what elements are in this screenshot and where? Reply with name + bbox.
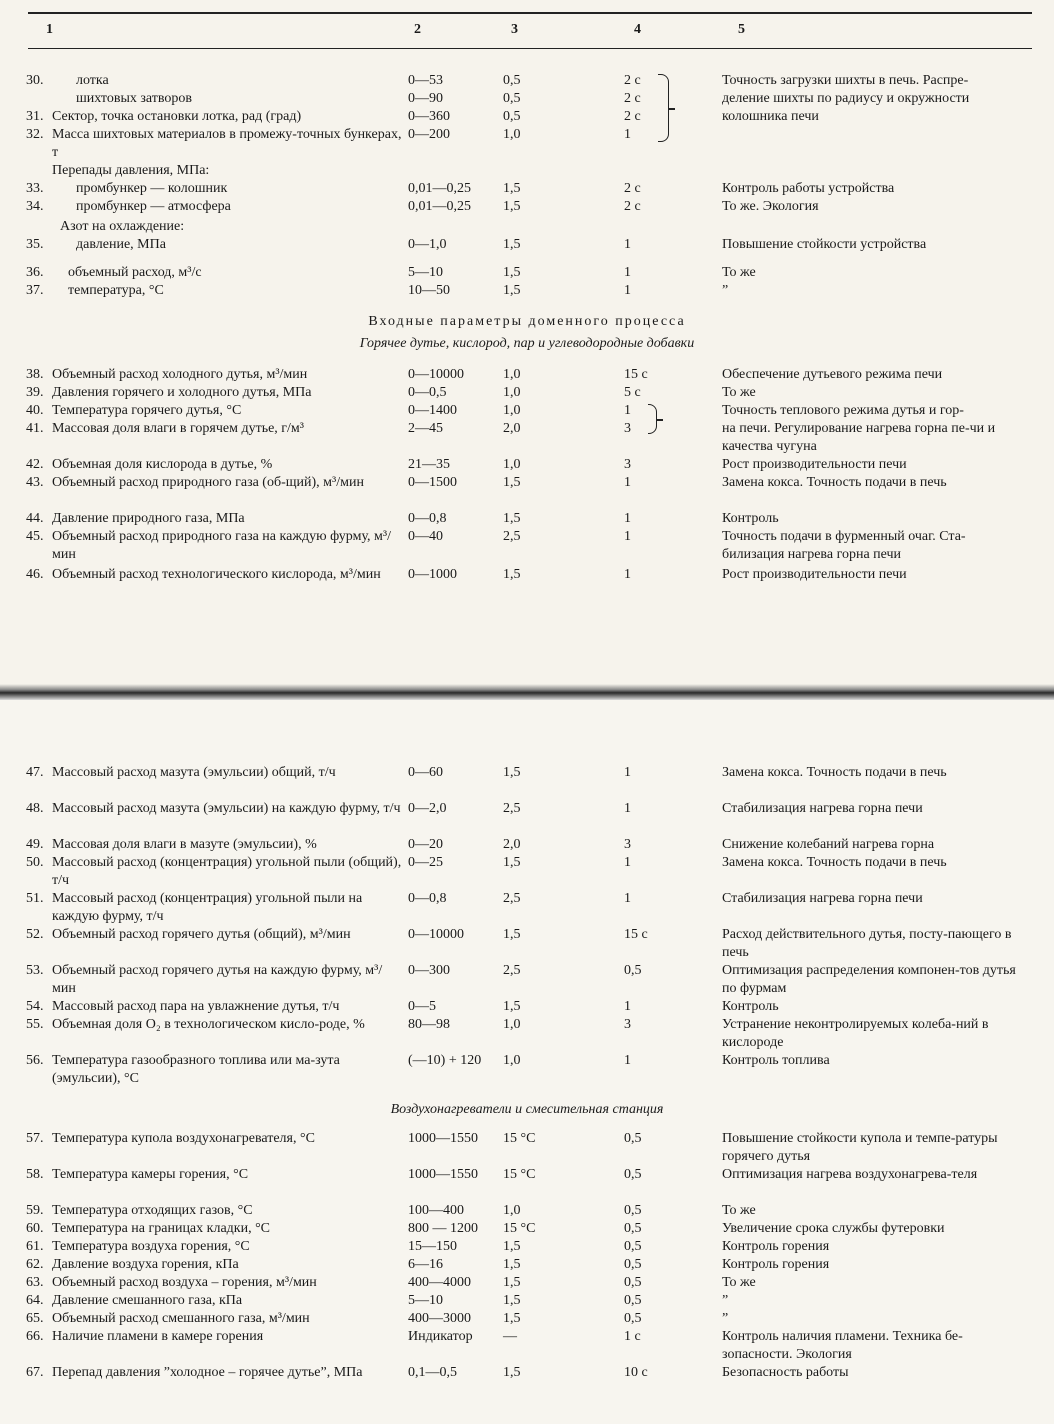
row-number: 48. xyxy=(26,801,44,816)
purpose-text: ” xyxy=(722,1311,729,1326)
measurement-range: 1000—1550 xyxy=(408,1131,478,1146)
polling-interval: 1 xyxy=(624,999,631,1014)
measurement-range: 0—0,8 xyxy=(408,511,447,526)
row-number: 36. xyxy=(26,265,44,280)
purpose-text: Оптимизация нагрева воздухонагрева-теля xyxy=(722,1167,978,1182)
purpose-text: на печи. Регулирование нагрева горна пе-чи и качества чугуна xyxy=(722,421,996,454)
parameter-name: шихтовых затворов xyxy=(76,91,192,106)
polling-interval: 1 xyxy=(624,283,631,298)
accuracy-value: 1,5 xyxy=(503,765,521,780)
measurement-range: 0—1400 xyxy=(408,403,457,418)
parameter-name: Перепады давления, МПа: xyxy=(52,163,210,178)
purpose-text: То же xyxy=(722,385,756,400)
row-number: 50. xyxy=(26,855,44,870)
row-number: 52. xyxy=(26,927,44,942)
parameter-name: Объемный расход природного газа (об-щий), м³/мин xyxy=(52,475,364,490)
header-top-rule xyxy=(28,12,1032,14)
parameter-name: Температура газообразного топлива или ма-зута (эмульсии), °С xyxy=(52,1053,340,1086)
polling-interval: 3 xyxy=(624,837,631,852)
parameter-name: давление, МПа xyxy=(76,237,166,252)
section-title-input-parameters: Входные параметры доменного процесса xyxy=(368,314,686,329)
parameter-name: Объемная доля О₂ в технологическом кисло-роде, % xyxy=(52,1017,365,1032)
accuracy-value: 1,0 xyxy=(503,1017,521,1032)
row-number: 55. xyxy=(26,1017,44,1032)
measurement-range: 80—98 xyxy=(408,1017,450,1032)
row-number: 61. xyxy=(26,1239,44,1254)
row-number: 35. xyxy=(26,237,44,252)
accuracy-value: 15 °С xyxy=(503,1167,536,1182)
measurement-range: 0—1000 xyxy=(408,567,457,582)
measurement-range: 0—1500 xyxy=(408,475,457,490)
accuracy-value: 1,5 xyxy=(503,1293,521,1308)
parameter-name: Массовая доля влаги в горячем дутье, г/м³ xyxy=(52,421,304,436)
accuracy-value: 1,5 xyxy=(503,855,521,870)
purpose-text: Оптимизация распределения компонен-тов дутья по фурмам xyxy=(722,963,1016,996)
polling-interval: 1 xyxy=(624,127,631,142)
accuracy-value: 1,0 xyxy=(503,127,521,142)
accuracy-value: 2,5 xyxy=(503,891,521,906)
purpose-text: ” xyxy=(722,1293,729,1308)
polling-interval: 2 с xyxy=(624,91,641,106)
measurement-range: 0—0,8 xyxy=(408,891,447,906)
polling-interval: 1 xyxy=(624,475,631,490)
polling-interval: 1 xyxy=(624,237,631,252)
row-number: 64. xyxy=(26,1293,44,1308)
row-number: 59. xyxy=(26,1203,44,1218)
accuracy-value: 2,0 xyxy=(503,837,521,852)
page-lower-fragment xyxy=(0,700,1054,1424)
parameter-name: объемный расход, м³/с xyxy=(68,265,202,280)
row-number: 43. xyxy=(26,475,44,490)
measurement-range: 6—16 xyxy=(408,1257,443,1272)
accuracy-value: 2,5 xyxy=(503,529,521,544)
measurement-range: 5—10 xyxy=(408,265,443,280)
measurement-range: 0—300 xyxy=(408,963,450,978)
parameter-name: Массовый расход мазута (эмульсии) на каждую фурму, т/ч xyxy=(52,801,401,816)
purpose-text: Снижение колебаний нагрева горна xyxy=(722,837,935,852)
accuracy-value: 1,5 xyxy=(503,567,521,582)
purpose-text: Замена кокса. Точность подачи в печь xyxy=(722,855,947,870)
polling-interval: 1 xyxy=(624,265,631,280)
parameter-name: Температура купола воздухонагревателя, °С xyxy=(52,1131,315,1146)
parameter-name: Азот на охлаждение: xyxy=(60,219,185,234)
accuracy-value: 1,5 xyxy=(503,181,521,196)
parameter-name: промбункер — атмосфера xyxy=(76,199,231,214)
parameter-name: Массовый расход пара на увлажнение дутья, т/ч xyxy=(52,999,340,1014)
measurement-range: 0—10000 xyxy=(408,927,464,942)
accuracy-value: 1,5 xyxy=(503,999,521,1014)
polling-interval: 15 с xyxy=(624,927,648,942)
measurement-range: 0—5 xyxy=(408,999,436,1014)
accuracy-value: 2,0 xyxy=(503,421,521,436)
parameter-name: Давление природного газа, МПа xyxy=(52,511,245,526)
accuracy-value: 1,5 xyxy=(503,283,521,298)
row-number: 42. xyxy=(26,457,44,472)
accuracy-value: 1,5 xyxy=(503,1257,521,1272)
measurement-range: 0—40 xyxy=(408,529,443,544)
polling-interval: 2 с xyxy=(624,73,641,88)
measurement-range: 0—200 xyxy=(408,127,450,142)
accuracy-value: 1,0 xyxy=(503,1203,521,1218)
parameter-name: Объемный расход природного газа на каждую фурму, м³/мин xyxy=(52,529,391,562)
row-number: 57. xyxy=(26,1131,44,1146)
parameter-name: Объемная доля кислорода в дутье, % xyxy=(52,457,273,472)
measurement-range: 0—90 xyxy=(408,91,443,106)
polling-interval: 0,5 xyxy=(624,1203,642,1218)
row-number: 51. xyxy=(26,891,44,906)
row-number: 39. xyxy=(26,385,44,400)
row-number: 31. xyxy=(26,109,44,124)
row-number: 45. xyxy=(26,529,44,544)
parameter-name: Объемный расход воздуха – горения, м³/мин xyxy=(52,1275,317,1290)
purpose-text: Расход действительного дутья, посту-пающего в печь xyxy=(722,927,1012,960)
row-number: 67. xyxy=(26,1365,44,1380)
purpose-text: Замена кокса. Точность подачи в печь xyxy=(722,765,947,780)
accuracy-value: 15 °С xyxy=(503,1221,536,1236)
accuracy-value: 2,5 xyxy=(503,963,521,978)
measurement-range: 15—150 xyxy=(408,1239,457,1254)
polling-interval: 10 с xyxy=(624,1365,648,1380)
accuracy-value: 2,5 xyxy=(503,801,521,816)
page-break-shadow xyxy=(0,684,1054,700)
measurement-range: 0—25 xyxy=(408,855,443,870)
polling-interval: 0,5 xyxy=(624,1293,642,1308)
parameter-name: Давление воздуха горения, кПа xyxy=(52,1257,239,1272)
row-number: 60. xyxy=(26,1221,44,1236)
measurement-range: 0,1—0,5 xyxy=(408,1365,457,1380)
parameter-name: Температура воздуха горения, °С xyxy=(52,1239,250,1254)
purpose-text: Замена кокса. Точность подачи в печь xyxy=(722,475,947,490)
parameter-name: температура, °С xyxy=(68,283,164,298)
parameter-name: Объемный расход горячего дутья (общий), м³/мин xyxy=(52,927,351,942)
purpose-text: То же xyxy=(722,265,756,280)
row-number: 46. xyxy=(26,567,44,582)
measurement-range: (—10) + 120 xyxy=(408,1053,482,1068)
row-number: 62. xyxy=(26,1257,44,1272)
measurement-range: 0—1,0 xyxy=(408,237,447,252)
row-number: 30. xyxy=(26,73,44,88)
polling-interval: 1 xyxy=(624,511,631,526)
header-bottom-rule xyxy=(28,48,1032,49)
accuracy-value: 1,5 xyxy=(503,1311,521,1326)
purpose-text: То же xyxy=(722,1275,756,1290)
parameter-name: Температура отходящих газов, °С xyxy=(52,1203,253,1218)
parameter-name: Давления горячего и холодного дутья, МПа xyxy=(52,385,312,400)
row-number: 56. xyxy=(26,1053,44,1068)
polling-interval: 0,5 xyxy=(624,1167,642,1182)
measurement-range: 10—50 xyxy=(408,283,450,298)
parameter-name: Температура горячего дутья, °С xyxy=(52,403,242,418)
polling-interval: 5 с xyxy=(624,385,641,400)
row-number: 40. xyxy=(26,403,44,418)
parameter-name: Массовый расход (концентрация) угольной пыли (общий), т/ч xyxy=(52,855,402,888)
polling-interval: 3 xyxy=(624,457,631,472)
purpose-text: Точность теплового режима дутья и гор- xyxy=(722,403,964,418)
purpose-text: Точность загрузки шихты в печь. Распре- xyxy=(722,73,969,88)
polling-interval: 1 xyxy=(624,891,631,906)
measurement-range: 400—3000 xyxy=(408,1311,471,1326)
purpose-text: Повышение стойкости устройства xyxy=(722,237,927,252)
accuracy-value: 1,5 xyxy=(503,265,521,280)
parameter-name: Температура камеры горения, °С xyxy=(52,1167,249,1182)
polling-interval: 1 xyxy=(624,801,631,816)
polling-interval: 1 xyxy=(624,567,631,582)
row-number: 37. xyxy=(26,283,44,298)
brace-40-41 xyxy=(648,404,657,434)
purpose-text: Обеспечение дутьевого режима печи xyxy=(722,367,943,382)
polling-interval: 0,5 xyxy=(624,1311,642,1326)
measurement-range: 0—53 xyxy=(408,73,443,88)
purpose-text: Контроль горения xyxy=(722,1257,830,1272)
polling-interval: 3 xyxy=(624,1017,631,1032)
row-number: 34. xyxy=(26,199,44,214)
row-number: 54. xyxy=(26,999,44,1014)
parameter-name: Объемный расход горячего дутья на каждую фурму, м³/мин xyxy=(52,963,383,996)
measurement-range: 0—20 xyxy=(408,837,443,852)
row-number: 44. xyxy=(26,511,44,526)
measurement-range: 21—35 xyxy=(408,457,450,472)
polling-interval: 1 с xyxy=(624,1329,641,1344)
measurement-range: 0,01—0,25 xyxy=(408,181,471,196)
polling-interval: 0,5 xyxy=(624,1221,642,1236)
polling-interval: 1 xyxy=(624,529,631,544)
row-number: 65. xyxy=(26,1311,44,1326)
purpose-text: То же xyxy=(722,1203,756,1218)
purpose-text: деление шихты по радиусу и окружности xyxy=(722,91,970,106)
row-number: 49. xyxy=(26,837,44,852)
parameter-name: Температура на границах кладки, °С xyxy=(52,1221,271,1236)
column-header-5: 5 xyxy=(738,22,745,37)
column-header-2: 2 xyxy=(414,22,421,37)
parameter-name: Перепад давления ”холодное – горячее дутье”, МПа xyxy=(52,1365,363,1380)
parameter-name: Массовый расход (концентрация) угольной пыли на каждую фурму, т/ч xyxy=(52,891,363,924)
accuracy-value: 0,5 xyxy=(503,91,521,106)
purpose-text: ” xyxy=(722,283,729,298)
row-number: 33. xyxy=(26,181,44,196)
accuracy-value: 1,0 xyxy=(503,1053,521,1068)
row-number: 32. xyxy=(26,127,44,142)
purpose-text: Устранение неконтролируемых колеба-ний в кислороде xyxy=(722,1017,989,1050)
measurement-range: Индикатор xyxy=(408,1329,473,1344)
accuracy-value: 1,5 xyxy=(503,927,521,942)
measurement-range: 400—4000 xyxy=(408,1275,471,1290)
accuracy-value: — xyxy=(503,1329,517,1344)
row-number: 63. xyxy=(26,1275,44,1290)
measurement-range: 0—0,5 xyxy=(408,385,447,400)
polling-interval: 0,5 xyxy=(624,1257,642,1272)
parameter-name: лотка xyxy=(76,73,109,88)
section-title-air-heaters: Воздухонагреватели и смесительная станция xyxy=(390,1102,664,1117)
polling-interval: 1 xyxy=(624,403,631,418)
accuracy-value: 1,0 xyxy=(503,385,521,400)
accuracy-value: 1,5 xyxy=(503,511,521,526)
measurement-range: 800 — 1200 xyxy=(408,1221,478,1236)
polling-interval: 0,5 xyxy=(624,963,642,978)
parameter-name: Объемный расход смешанного газа, м³/мин xyxy=(52,1311,310,1326)
polling-interval: 0,5 xyxy=(624,1275,642,1290)
measurement-range: 0,01—0,25 xyxy=(408,199,471,214)
polling-interval: 1 xyxy=(624,1053,631,1068)
parameter-name: Масса шихтовых материалов в промежу-точных бункерах, т xyxy=(52,127,402,160)
purpose-text: Контроль xyxy=(722,999,779,1014)
accuracy-value: 1,0 xyxy=(503,367,521,382)
measurement-range: 0—360 xyxy=(408,109,450,124)
accuracy-value: 1,5 xyxy=(503,199,521,214)
parameter-name: Давление смешанного газа, кПа xyxy=(52,1293,243,1308)
column-header-1: 1 xyxy=(46,22,53,37)
column-header-4: 4 xyxy=(634,22,641,37)
row-number: 58. xyxy=(26,1167,44,1182)
purpose-text: Стабилизация нагрева горна печи xyxy=(722,801,923,816)
accuracy-value: 1,5 xyxy=(503,1239,521,1254)
polling-interval: 1 xyxy=(624,855,631,870)
purpose-text: То же. Экология xyxy=(722,199,819,214)
measurement-range: 0—2,0 xyxy=(408,801,447,816)
polling-interval: 2 с xyxy=(624,109,641,124)
measurement-range: 0—10000 xyxy=(408,367,464,382)
row-number: 38. xyxy=(26,367,44,382)
row-number: 41. xyxy=(26,421,44,436)
parameter-name: Объемный расход технологического кислорода, м³/мин xyxy=(52,567,381,582)
purpose-text: Рост производительности печи xyxy=(722,457,907,472)
section-subtitle-blast: Горячее дутье, кислород, пар и углеводородные добавки xyxy=(359,336,695,351)
measurement-range: 2—45 xyxy=(408,421,443,436)
measurement-range: 100—400 xyxy=(408,1203,464,1218)
purpose-text: Контроль наличия пламени. Техника бе-зопасности. Экология xyxy=(722,1329,963,1362)
parameter-name: Объемный расход холодного дутья, м³/мин xyxy=(52,367,308,382)
accuracy-value: 1,0 xyxy=(503,457,521,472)
polling-interval: 1 xyxy=(624,765,631,780)
row-number: 53. xyxy=(26,963,44,978)
row-number: 47. xyxy=(26,765,44,780)
accuracy-value: 1,0 xyxy=(503,403,521,418)
accuracy-value: 15 °С xyxy=(503,1131,536,1146)
purpose-text: Контроль работы устройства xyxy=(722,181,895,196)
purpose-text: Контроль горения xyxy=(722,1239,830,1254)
accuracy-value: 0,5 xyxy=(503,73,521,88)
polling-interval: 0,5 xyxy=(624,1239,642,1254)
accuracy-value: 1,5 xyxy=(503,1275,521,1290)
parameter-name: промбункер — колошник xyxy=(76,181,228,196)
polling-interval: 0,5 xyxy=(624,1131,642,1146)
measurement-range: 0—60 xyxy=(408,765,443,780)
page-upper-fragment xyxy=(0,0,1054,684)
purpose-text: Повышение стойкости купола и темпе-ратуры горячего дутья xyxy=(722,1131,998,1164)
purpose-text: Безопасность работы xyxy=(722,1365,849,1380)
accuracy-value: 1,5 xyxy=(503,475,521,490)
polling-interval: 2 с xyxy=(624,199,641,214)
purpose-text: Контроль топлива xyxy=(722,1053,830,1068)
accuracy-value: 1,5 xyxy=(503,237,521,252)
polling-interval: 15 с xyxy=(624,367,648,382)
polling-interval: 3 xyxy=(624,421,631,436)
purpose-text: колошника печи xyxy=(722,109,819,124)
brace-30-31 xyxy=(658,74,669,142)
column-header-3: 3 xyxy=(511,22,518,37)
purpose-text: Рост производительности печи xyxy=(722,567,907,582)
accuracy-value: 0,5 xyxy=(503,109,521,124)
parameter-name: Наличие пламени в камере горения xyxy=(52,1329,264,1344)
measurement-range: 1000—1550 xyxy=(408,1167,478,1182)
purpose-text: Стабилизация нагрева горна печи xyxy=(722,891,923,906)
parameter-name: Сектор, точка остановки лотка, рад (град) xyxy=(52,109,302,124)
parameter-name: Массовая доля влаги в мазуте (эмульсии), % xyxy=(52,837,317,852)
purpose-text: Увеличение срока службы футеровки xyxy=(722,1221,945,1236)
row-number: 66. xyxy=(26,1329,44,1344)
polling-interval: 2 с xyxy=(624,181,641,196)
measurement-range: 5—10 xyxy=(408,1293,443,1308)
parameter-name: Массовый расход мазута (эмульсии) общий, т/ч xyxy=(52,765,336,780)
purpose-text: Контроль xyxy=(722,511,779,526)
accuracy-value: 1,5 xyxy=(503,1365,521,1380)
purpose-text: Точность подачи в фурменный очаг. Ста-билизация нагрева горна печи xyxy=(722,529,966,562)
